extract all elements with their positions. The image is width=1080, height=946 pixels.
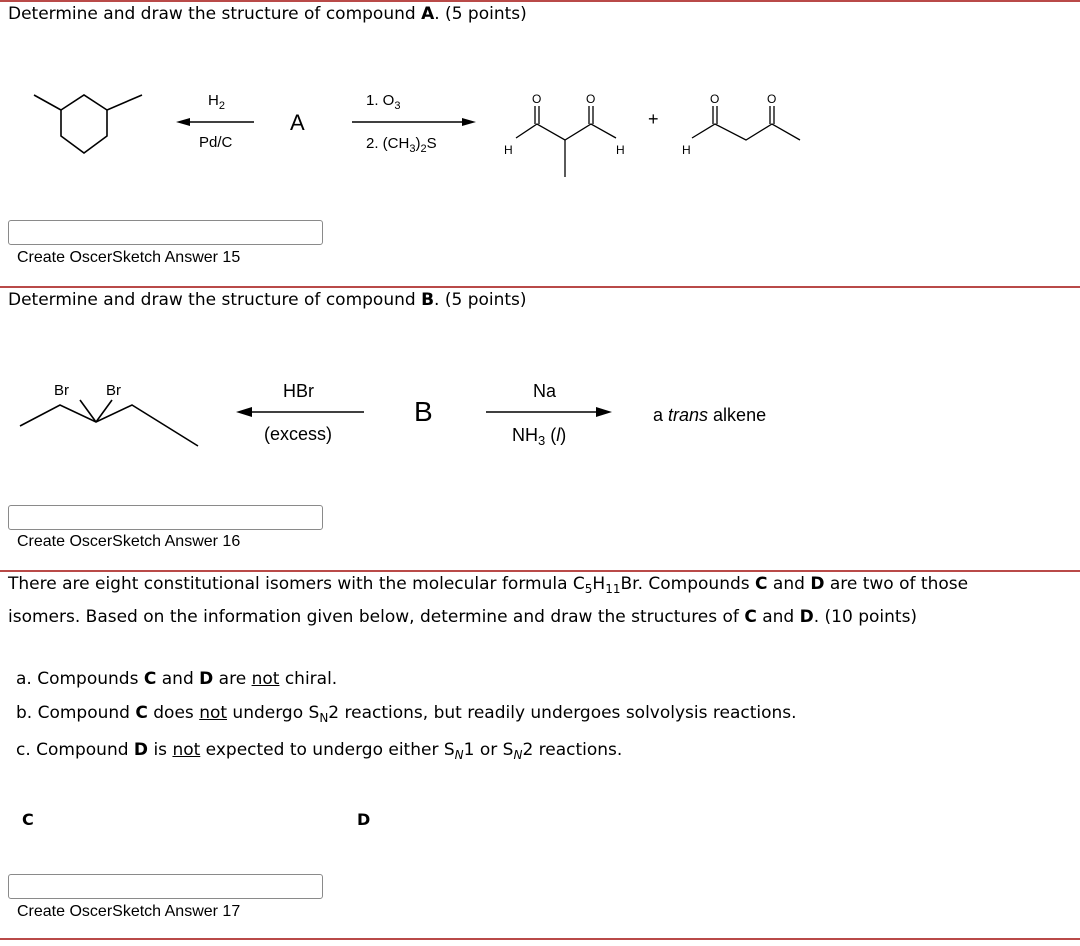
reagent-hbr: HBr [283,381,314,401]
answer-16-label: Create OscerSketch Answer 16 [17,533,241,550]
atom-o: O [710,92,720,106]
reaction-arrow-right [352,118,476,126]
sketch-answer-box-16[interactable] [8,505,323,530]
label-compound-d: D [357,810,371,829]
reagent-nh3: $NH_3$ (l) [512,425,567,448]
carbonyl-product [692,106,800,140]
condition-a: a. Compounds C and D are not chiral. [16,669,338,689]
condition-b: b. Compound C does not undergo $S_N2$ reactions, but readily undergoes solvolysis reactions. [16,703,797,725]
reagent-excess: (excess) [264,424,333,444]
reaction-arrow-left [236,407,364,417]
atom-br: Br [106,382,121,399]
atom-o: O [586,92,596,106]
reagent-na: Na [533,381,557,401]
atom-o: O [532,92,542,106]
sketch-answer-box-15[interactable] [8,220,323,245]
reaction-arrow-right [486,407,612,417]
question-16-prompt: Determine and draw the structure of compound B. (5 points) [8,290,527,310]
compound-b-label: B [414,396,433,427]
atom-h: H [504,143,513,157]
reagent-ozone: 1. $O_3$ [366,92,401,112]
product-trans-alkene: a trans alkene [653,405,767,425]
plus-sign: + [648,109,659,129]
compound-a-label: A [290,110,305,135]
atom-h: H [682,143,691,157]
compound-b-ref: B [421,290,435,310]
reaction-arrow-left [176,118,254,126]
label-compound-c: C [22,810,34,829]
answer-17-label: Create OscerSketch Answer 17 [17,903,241,920]
reaction-scheme-15 [0,80,1080,190]
question-17-intro: There are eight constitutional isomers with the molecular formula $C_5H_{11}Br$. Compounds C and D are two of those isomers. Based on the information given below, determine and draw the structures of C and D. (10 points) [8,574,969,627]
reagent-h2: $H_2$ [208,92,225,112]
reaction-scheme-16 [0,370,1080,460]
methylcyclohexane-structure [34,95,142,153]
dialdehyde-product [516,106,616,177]
reagent-pd-c: Pd/C [199,134,233,151]
reagent-dms: 2. $(CH_3)_2S$ [366,135,437,155]
compound-a-ref: A [421,4,435,24]
sketch-answer-box-17[interactable] [8,874,323,899]
answer-15-label: Create OscerSketch Answer 15 [17,249,241,266]
atom-br: Br [54,382,69,399]
condition-c: c. Compound D is not expected to undergo either $S_N1$ or $S_N2$ reactions. [16,740,623,762]
atom-h: H [616,143,625,157]
dibromopentane-structure [20,400,198,446]
atom-o: O [767,92,777,106]
question-15-prompt: Determine and draw the structure of compound A. (5 points) [8,4,527,24]
section-divider [0,938,1080,940]
